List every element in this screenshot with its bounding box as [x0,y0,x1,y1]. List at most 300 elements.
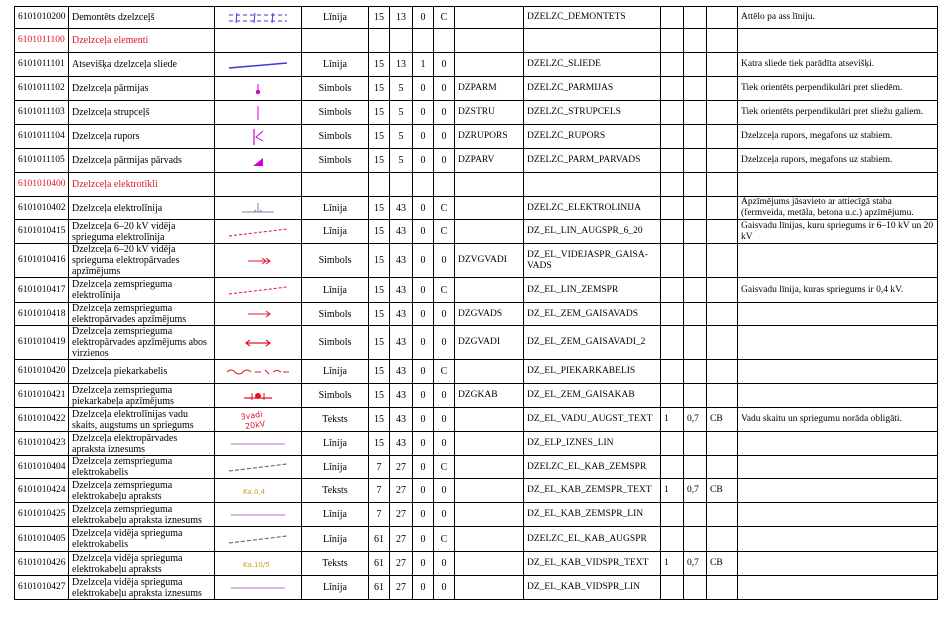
color-index: 15 [369,432,390,456]
symbol-code: 6101010200 [15,7,69,29]
text-param-2 [684,197,707,220]
symbol-preview [215,456,302,479]
symbol-description [738,479,938,503]
color-index: 15 [369,125,390,149]
level-number: 43 [390,326,413,360]
color-index: 15 [369,360,390,384]
table-row [15,197,938,220]
block-name [455,220,524,244]
table-row [15,479,938,503]
text-param-1 [661,360,684,384]
symbol-description: Attēlo pa ass līniju. [738,7,938,29]
text-param-3: CB [707,408,738,432]
block-name: DZVGVADI [455,244,524,278]
table-row [15,244,938,278]
block-name: DZGVADI [455,326,524,360]
style-number: 1 [413,53,434,77]
style-number: 0 [413,77,434,101]
symbol-preview [215,197,302,220]
gray-dashed-line-icon [218,461,298,473]
color-index: 61 [369,527,390,552]
icon-label: Ka.10/5 [243,560,270,569]
symbol-preview [215,408,302,432]
level-number: 27 [390,503,413,527]
symbol-description [738,552,938,576]
color-index [369,29,390,53]
double-headed-arrow-icon [218,337,298,349]
symbol-description: Gaisvadu līnija, kuras spriegums ir 0,4 kV. [738,278,938,303]
level-number: 43 [390,220,413,244]
text-param-2 [684,360,707,384]
symbol-name: Dzelzceļa pārmijas [69,77,215,101]
text-param-2 [684,326,707,360]
color-index [369,173,390,197]
style-number: 0 [413,220,434,244]
table-row [15,432,938,456]
layer-name: DZ_EL_KAB_ZEMSPR_LIN [524,503,661,527]
weight-code: C [434,278,455,303]
text-param-1 [661,576,684,600]
style-number: 0 [413,7,434,29]
symbol-preview [215,326,302,360]
weight-code [434,29,455,53]
weight-code: 0 [434,53,455,77]
level-number: 43 [390,244,413,278]
geometry-type: Līnija [302,503,369,527]
geometry-type: Līnija [302,360,369,384]
text-param-1 [661,101,684,125]
text-param-1 [661,384,684,408]
text-param-1 [661,149,684,173]
block-name [455,503,524,527]
text-param-2 [684,101,707,125]
color-index: 15 [369,303,390,326]
symbol-code: 6101010423 [15,432,69,456]
symbol-description: Gaisvadu līnijas, kuru spriegums ir 6–10 kV un 20 kV [738,220,938,244]
symbol-code: 6101011103 [15,101,69,125]
style-number: 0 [413,326,434,360]
red-dashed-line-icon [218,284,298,296]
text-param-3 [707,101,738,125]
gray-dashed-line-icon [218,533,298,545]
symbol-name: Dzelzceļa vidēja sprieguma elektrokabelis [69,527,215,552]
table-row [15,149,938,173]
text-param-1 [661,527,684,552]
geometry-type [302,173,369,197]
geometry-type: Līnija [302,576,369,600]
style-number: 0 [413,408,434,432]
symbol-name: Demontēts dzelzceļš [69,7,215,29]
color-index: 15 [369,220,390,244]
symbol-preview [215,125,302,149]
weight-code: 0 [434,101,455,125]
table-row [15,7,938,29]
block-name [455,197,524,220]
weight-code: 0 [434,149,455,173]
block-name [455,278,524,303]
symbol-description [738,576,938,600]
layer-name [524,173,661,197]
layer-name: DZELZC_PARM_PARVADS [524,149,661,173]
symbol-code: 6101011105 [15,149,69,173]
symbol-description [738,456,938,479]
text-param-1 [661,77,684,101]
symbol-code: 6101011104 [15,125,69,149]
layer-name: DZELZC_STRUPCELS [524,101,661,125]
color-index: 15 [369,244,390,278]
text-param-3 [707,77,738,101]
block-name [455,527,524,552]
block-name [455,432,524,456]
cable-text-icon [218,485,298,497]
text-param-1: 1 [661,479,684,503]
symbol-code: 6101010416 [15,244,69,278]
text-param-3 [707,432,738,456]
text-param-2 [684,278,707,303]
style-number: 0 [413,125,434,149]
symbol-name: Dzelzceļa elektrolīnija [69,197,215,220]
symbol-description [738,29,938,53]
symbol-preview [215,278,302,303]
text-param-1 [661,29,684,53]
color-index: 15 [369,101,390,125]
symbol-description [738,432,938,456]
table-row [15,576,938,600]
symbol-code: 6101011102 [15,77,69,101]
symbol-name: Dzelzceļa elektropārvades apraksta iznesums [69,432,215,456]
block-name: DZPARM [455,77,524,101]
symbol-code: 6101010400 [15,173,69,197]
layer-name: DZ_EL_ZEM_GAISAVADI_2 [524,326,661,360]
layer-name: DZELZC_ELEKTROLINIJA [524,197,661,220]
level-number: 5 [390,125,413,149]
symbol-preview [215,220,302,244]
symbol-name: Dzelzceļa zemsprieguma elektrokabeļu apraksta iznesums [69,503,215,527]
color-index: 15 [369,384,390,408]
text-param-1: 1 [661,408,684,432]
color-index: 15 [369,7,390,29]
pole-line-icon [218,201,298,215]
color-index: 7 [369,479,390,503]
style-number: 0 [413,244,434,278]
symbol-name: Dzelzceļa zemsprieguma elektropārvades apzīmējums [69,303,215,326]
weight-code: 0 [434,432,455,456]
geometry-type: Teksts [302,408,369,432]
symbol-code: 6101010418 [15,303,69,326]
symbol-catalog-table [14,6,938,600]
symbol-name: Dzelzceļa vidēja sprieguma elektrokabeļu apraksts [69,552,215,576]
table-row [15,408,938,432]
purple-line-icon [218,584,298,592]
geometry-type: Simbols [302,303,369,326]
weight-code: 0 [434,552,455,576]
table-row [15,456,938,479]
text-param-3 [707,53,738,77]
layer-name: DZ_EL_ZEM_GAISAKAB [524,384,661,408]
symbol-preview [215,149,302,173]
block-name: DZGKAB [455,384,524,408]
text-param-2 [684,220,707,244]
table-row [15,527,938,552]
symbol-name: Dzelzceļa vidēja sprieguma elektrokabeļu apraksta iznesums [69,576,215,600]
level-number [390,173,413,197]
table-row [15,53,938,77]
text-param-3 [707,149,738,173]
block-name [455,576,524,600]
style-number: 0 [413,197,434,220]
geometry-type: Līnija [302,456,369,479]
symbol-description: Apzīmējums jāsavieto ar attiecīgā staba (fermveida, metāla, betona u.c.) apzīmējumu. [738,197,938,220]
icon-label: Ka.0,4 [243,487,266,496]
layer-name: DZ_EL_KAB_VIDSPR_LIN [524,576,661,600]
switch-pin-icon [218,81,298,97]
symbol-name: Dzelzceļa 6–20 kV vidēja sprieguma elektrolīnija [69,220,215,244]
symbol-description [738,326,938,360]
text-param-3 [707,360,738,384]
text-param-2 [684,173,707,197]
dashed-rails-icon [218,11,298,25]
layer-name [524,29,661,53]
horn-icon [218,128,298,146]
text-param-2 [684,432,707,456]
text-param-1 [661,503,684,527]
symbol-description [738,527,938,552]
style-number: 0 [413,432,434,456]
geometry-type [302,29,369,53]
symbol-preview [215,173,302,197]
text-param-1 [661,197,684,220]
symbol-code: 6101010424 [15,479,69,503]
block-name: DZGVADS [455,303,524,326]
block-name: DZRUPORS [455,125,524,149]
text-param-2: 0,7 [684,408,707,432]
text-param-3: CB [707,479,738,503]
symbol-description: Tiek orientēts perpendikulāri pret sliežu galiem. [738,101,938,125]
geometry-type: Līnija [302,7,369,29]
symbol-preview [215,303,302,326]
symbol-preview [215,384,302,408]
symbol-code: 6101010426 [15,552,69,576]
style-number: 0 [413,576,434,600]
symbol-code: 6101010427 [15,576,69,600]
text-param-3 [707,125,738,149]
weight-code: 0 [434,77,455,101]
color-index: 15 [369,197,390,220]
text-param-2 [684,503,707,527]
weight-code: 0 [434,125,455,149]
text-param-3 [707,303,738,326]
geometry-type: Simbols [302,384,369,408]
color-index: 7 [369,456,390,479]
weight-code: 0 [434,244,455,278]
symbol-code: 6101010405 [15,527,69,552]
symbol-name: Dzelzceļa piekarkabelis [69,360,215,384]
weight-code: 0 [434,384,455,408]
symbol-name: Atsevišķa dzelzceļa sliede [69,53,215,77]
level-number: 43 [390,432,413,456]
weight-code: 0 [434,503,455,527]
weight-code: 0 [434,479,455,503]
style-number [413,29,434,53]
symbol-name: Dzelzceļa zemsprieguma elektrokabelis [69,456,215,479]
geometry-type: Teksts [302,479,369,503]
text-param-3 [707,173,738,197]
table-row [15,77,938,101]
geometry-type: Simbols [302,77,369,101]
color-index: 15 [369,278,390,303]
symbol-name: Dzelzceļa zemsprieguma piekarkabeļa apzīmējums [69,384,215,408]
level-number: 43 [390,303,413,326]
text-param-2 [684,125,707,149]
level-number: 43 [390,384,413,408]
color-index: 61 [369,552,390,576]
level-number: 5 [390,149,413,173]
text-param-3: CB [707,552,738,576]
level-number [390,29,413,53]
color-index: 15 [369,149,390,173]
symbol-name: Dzelzceļa strupceļš [69,101,215,125]
style-number: 0 [413,503,434,527]
text-param-2 [684,77,707,101]
icon-label: 3vadi [240,409,264,422]
text-param-1 [661,303,684,326]
layer-name: DZELZC_SLIEDE [524,53,661,77]
layer-name: DZ_EL_LIN_ZEMSPR [524,278,661,303]
color-index: 15 [369,77,390,101]
symbol-description [738,384,938,408]
table-row [15,303,938,326]
block-name [455,479,524,503]
color-index: 61 [369,576,390,600]
symbol-preview [215,552,302,576]
weight-code: 0 [434,408,455,432]
text-param-1 [661,173,684,197]
table-row [15,384,938,408]
style-number [413,173,434,197]
geometry-type: Līnija [302,53,369,77]
symbol-name: Dzelzceļa elektrolīnijas vadu skaits, augstums un spriegums [69,408,215,432]
text-param-3 [707,503,738,527]
text-param-2: 0,7 [684,479,707,503]
symbol-name: Dzelzceļa zemsprieguma elektrolīnija [69,278,215,303]
layer-name: DZ_EL_PIEKARKABELIS [524,360,661,384]
symbol-description: Dzelzceļa rupors, megafons uz stabiem. [738,149,938,173]
symbol-description [738,244,938,278]
level-number: 27 [390,576,413,600]
level-number: 5 [390,77,413,101]
block-name [455,552,524,576]
text-param-1 [661,278,684,303]
symbol-name: Dzelzceļa zemsprieguma elektrokabeļu apraksts [69,479,215,503]
symbol-code: 6101011101 [15,53,69,77]
text-param-2 [684,527,707,552]
block-name: DZSTRU [455,101,524,125]
geometry-type: Līnija [302,527,369,552]
layer-name: DZ_EL_VIDEJASPR_GAISA-VADS [524,244,661,278]
double-arrow-icon [218,255,298,267]
symbol-code: 6101010404 [15,456,69,479]
triangle-icon [218,154,298,168]
level-number: 43 [390,360,413,384]
block-name [455,456,524,479]
layer-name: DZ_EL_ZEM_GAISAVADS [524,303,661,326]
symbol-preview [215,29,302,53]
level-number: 13 [390,53,413,77]
symbol-name: Dzelzceļa zemsprieguma elektropārvades apzīmējums abos virzienos [69,326,215,360]
text-param-2 [684,384,707,408]
weight-code: 0 [434,303,455,326]
cable-symbol-icon [218,389,298,403]
red-dashed-line-icon [218,226,298,238]
symbol-preview [215,7,302,29]
symbol-preview [215,53,302,77]
symbol-preview [215,432,302,456]
text-param-1 [661,220,684,244]
level-number: 27 [390,527,413,552]
text-param-3 [707,527,738,552]
layer-name: DZ_EL_KAB_ZEMSPR_TEXT [524,479,661,503]
style-number: 0 [413,303,434,326]
geometry-type: Simbols [302,101,369,125]
blue-line-icon [218,60,298,70]
text-param-3 [707,7,738,29]
level-number: 43 [390,408,413,432]
section-row [15,29,938,53]
symbol-code: 6101010415 [15,220,69,244]
style-number: 0 [413,101,434,125]
style-number: 0 [413,360,434,384]
text-param-3 [707,456,738,479]
weight-code [434,173,455,197]
symbol-code: 6101010402 [15,197,69,220]
text-param-3 [707,29,738,53]
symbol-code: 6101010420 [15,360,69,384]
symbol-name: Dzelzceļa 6–20 kV vidēja sprieguma elektropārvades apzīmējums [69,244,215,278]
text-param-3 [707,576,738,600]
table-row [15,360,938,384]
table-row [15,326,938,360]
layer-name: DZ_ELP_IZNES_LIN [524,432,661,456]
weight-code: C [434,360,455,384]
weight-code: C [434,197,455,220]
purple-line-icon [218,511,298,519]
weight-code: C [434,220,455,244]
weight-code: 0 [434,576,455,600]
geometry-type: Simbols [302,326,369,360]
table-row [15,220,938,244]
purple-line-icon [218,440,298,448]
style-number: 0 [413,384,434,408]
symbol-name: Dzelzceļa elementi [69,29,215,53]
text-param-3 [707,278,738,303]
geometry-type: Līnija [302,278,369,303]
geometry-type: Līnija [302,197,369,220]
symbol-name: Dzelzceļa rupors [69,125,215,149]
symbol-preview [215,360,302,384]
geometry-type: Simbols [302,244,369,278]
text-param-1: 1 [661,552,684,576]
style-number: 0 [413,456,434,479]
color-index: 15 [369,408,390,432]
level-number: 43 [390,197,413,220]
symbol-description [738,173,938,197]
block-name [455,360,524,384]
weight-code: C [434,527,455,552]
block-name [455,173,524,197]
table-row [15,503,938,527]
text-param-2 [684,53,707,77]
text-param-1 [661,53,684,77]
